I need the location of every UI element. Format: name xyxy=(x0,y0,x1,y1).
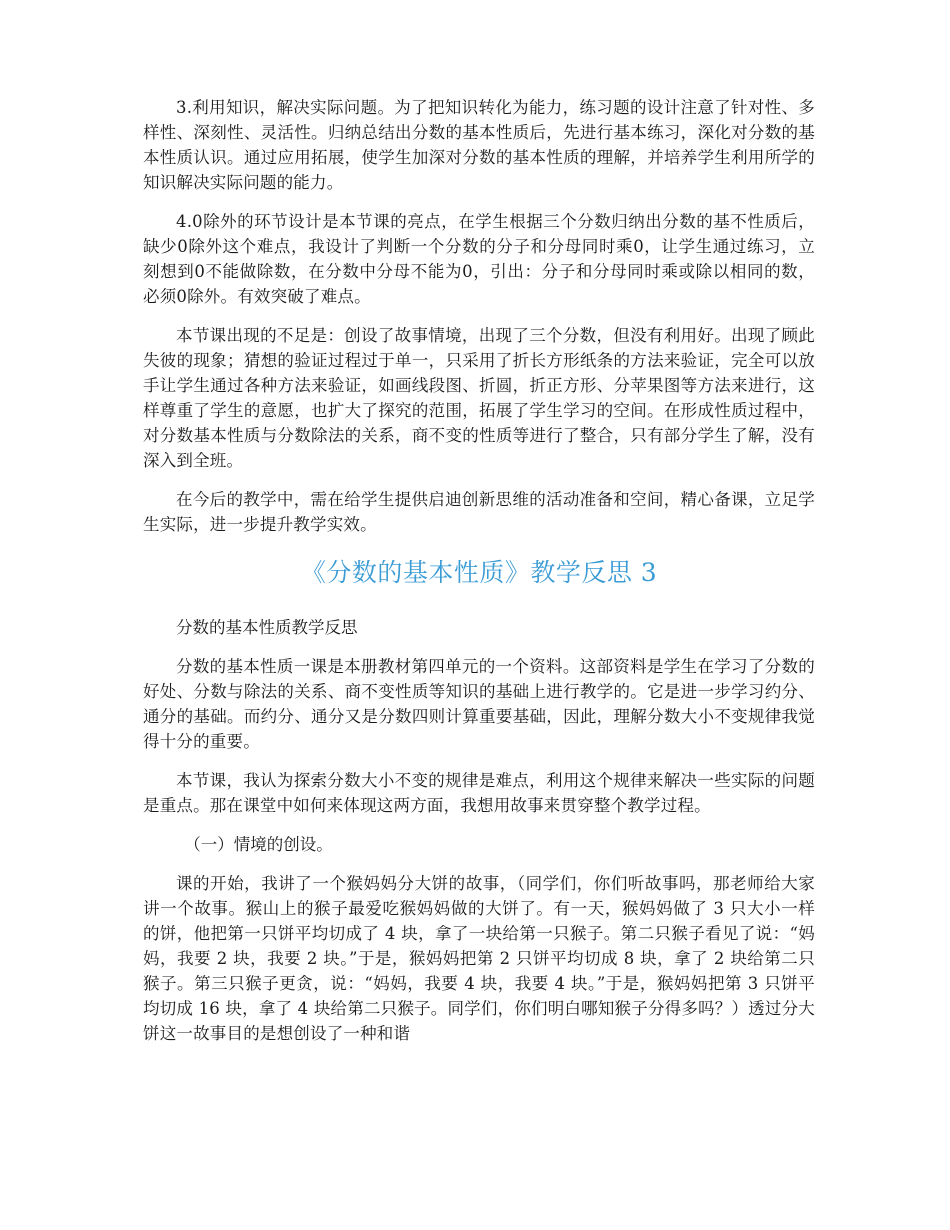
document-page xyxy=(143,95,815,1060)
paragraph-5: 分数的基本性质一课是本册教材第四单元的一个资料。这部资料是学生在学习了分数的好处、分数与除法的关系、商不变性质等知识的基础上进行教学的。它是进一步学习约分、通分的基础。而约分、通分又是分数四则计算重要基础，因此，理解分数大小不变规律我觉得十分的重要。 xyxy=(143,657,815,751)
paragraph-1: 3.利用知识，解决实际问题。为了把知识转化为能力，练习题的设计注意了针对性、多样性、深刻性、灵活性。归纳总结出分数的基本性质后，先进行基本练习，深化对分数的基本性质认识。通过应用拓展，使学生加深对分数的基本性质的理解，并培养学生利用所学的知识解决实际问题的能力。 xyxy=(143,98,815,192)
paragraph-2: 4.0除外的环节设计是本节课的亮点，在学生根据三个分数归纳出分数的基不性质后，缺少0除外这个难点，我设计了判断一个分数的分子和分母同时乘0，让学生通过练习，立刻想到0不能做除数，在分数中分母不能为0，引出：分子和分母同时乘或除以相同的数，必须0除外。有效突破了难点。 xyxy=(143,212,815,306)
paragraph-7: 课的开始，我讲了一个猴妈妈分大饼的故事，（同学们，你们听故事吗，那老师给大家讲一个故事。猴山上的猴子最爱吃猴妈妈做的大饼了。有一天，猴妈妈做了 3 只大小一样的饼，他把第一只饼平均切成了 4 块，拿了一块给第一只猴子。第二只猴子看见了说：“妈妈，我要 2 块，我要 2 块。”于是，猴妈妈把第 2 只饼平均切成 8 块，拿了 2 块给第二只猴子。第三只猴子更贪，说：“妈妈，我要 4 块，我要 4 块。”于是，猴妈妈把第 3 只饼平均切成 16 块，拿了 4 块给第二只猴子。同学们，你们明白哪知猴子分得多吗？）透过分大饼这一故事目的是想创设了一种和谐 xyxy=(143,874,815,1043)
paragraph-3: 本节课出现的不足是：创设了故事情境，出现了三个分数，但没有利用好。出现了顾此失彼的现象；猜想的验证过程过于单一，只采用了折长方形纸条的方法来验证，完全可以放手让学生通过各种方法来验证，如画线段图、折圆，折正方形、分苹果图等方法来进行，这样尊重了学生的意愿，也扩大了探究的范围，拓展了学生学习的空间。在形成性质过程中，对分数基本性质与分数除法的关系，商不变的性质等进行了整合，只有部分学生了解，没有深入到全班。 xyxy=(143,326,815,470)
section-label: （一）情境的创设。 xyxy=(184,835,333,854)
section-heading: 《分数的基本性质》教学反思 3 xyxy=(300,558,658,587)
paragraph-4: 在今后的教学中，需在给学生提供启迪创新思维的活动准备和空间，精心备课，立足学生实际，进一步提升教学实效。 xyxy=(143,490,815,534)
paragraph-6: 本节课，我认为探索分数大小不变的规律是难点，利用这个规律来解决一些实际的问题是重点。那在课堂中如何来体现这两方面，我想用故事来贯穿整个教学过程。 xyxy=(143,771,815,815)
subtitle: 分数的基本性质教学反思 xyxy=(176,618,358,637)
